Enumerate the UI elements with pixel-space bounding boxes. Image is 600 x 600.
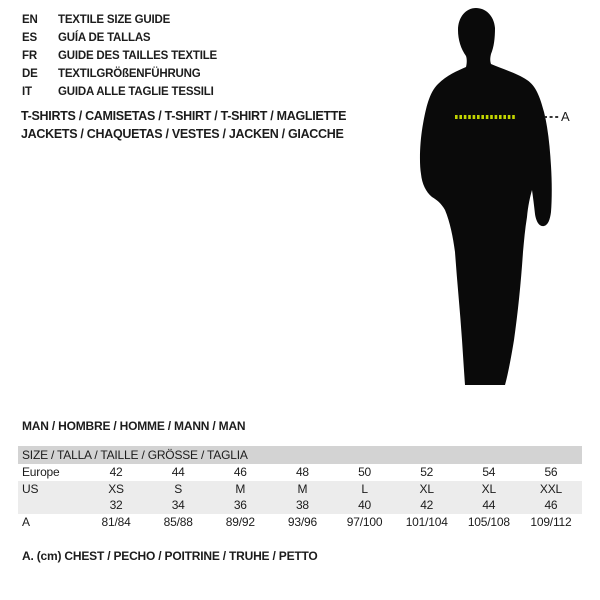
language-row [22,11,217,29]
language-code: DE [22,68,38,80]
garment-line-tshirts: T-SHIRTS / CAMISETAS / T-SHIRT / T-SHIRT / MAGLIETTE [21,109,347,123]
table-row-us [18,481,582,498]
size-cell: 50 [358,465,372,479]
language-list [22,11,217,101]
size-cell: 36 [233,498,247,512]
size-cell: 42 [420,498,434,512]
size-cell: 32 [109,498,123,512]
size-cell: S [174,481,183,496]
row-label [18,497,85,514]
size-cell: 101/104 [405,514,448,529]
measurement-footnote: A. (cm) CHEST / PECHO / POITRINE / TRUHE / PETTO [22,549,318,563]
size-cell: 81/84 [101,514,131,529]
garment-categories [21,108,346,143]
table-row-chest-a [18,514,582,531]
table-row-numeric [18,497,582,514]
size-cell: 38 [295,498,309,512]
language-row [22,65,217,83]
size-cell: 54 [482,465,496,479]
language-code: IT [22,86,32,98]
size-cell: 46 [544,498,558,512]
language-row [22,83,217,101]
size-cell: 44 [482,498,496,512]
size-cell: L [361,481,368,496]
language-code: FR [22,50,37,62]
man-silhouette [400,0,570,395]
size-cell: 34 [171,498,185,512]
language-title: TEXTILGRÖßENFÜHRUNG [58,68,201,80]
size-cell: XXL [539,481,562,496]
size-cell: 97/100 [346,514,383,529]
language-code: EN [22,14,38,26]
man-silhouette-shape [420,8,552,385]
size-cell: 109/112 [530,514,572,529]
language-code: ES [22,32,37,44]
size-cell: 46 [233,465,247,479]
size-cell: M [235,481,246,496]
language-title: GUÍA DE TALLAS [58,32,151,44]
section-title-man: MAN / HOMBRE / HOMME / MANN / MAN [22,419,246,433]
size-cell: M [297,481,308,496]
garment-line-jackets: JACKETS / CHAQUETAS / VESTES / JACKEN / GIACCHE [21,126,344,141]
size-cell: 93/96 [287,514,317,529]
size-cell: 105/108 [467,514,510,529]
measurement-label-a: A [561,109,570,124]
size-cell: 42 [109,465,123,479]
size-cell: XS [108,481,124,496]
row-label: US [22,481,39,496]
language-title: GUIDE DES TAILLES TEXTILE [58,50,217,62]
size-cell: 85/88 [163,514,193,529]
language-title: GUIDA ALLE TAGLIE TESSILI [58,86,214,98]
table-row-europe [18,464,582,481]
size-table-header: SIZE / TALLA / TAILLE / GRÖSSE / TAGLIA [18,446,582,464]
size-cell: 89/92 [225,514,255,529]
size-cell: XL [419,481,434,496]
size-cell: 56 [544,465,558,479]
language-row [22,47,217,65]
size-cell: 44 [171,465,185,479]
size-table [18,446,582,530]
language-row [22,29,217,47]
row-label: A [22,514,30,529]
language-title: TEXTILE SIZE GUIDE [58,14,171,26]
size-cell: 48 [295,465,309,479]
size-cell: 52 [420,465,434,479]
size-cell: 40 [358,498,372,512]
row-label: Europe [22,465,60,479]
size-cell: XL [481,481,496,496]
